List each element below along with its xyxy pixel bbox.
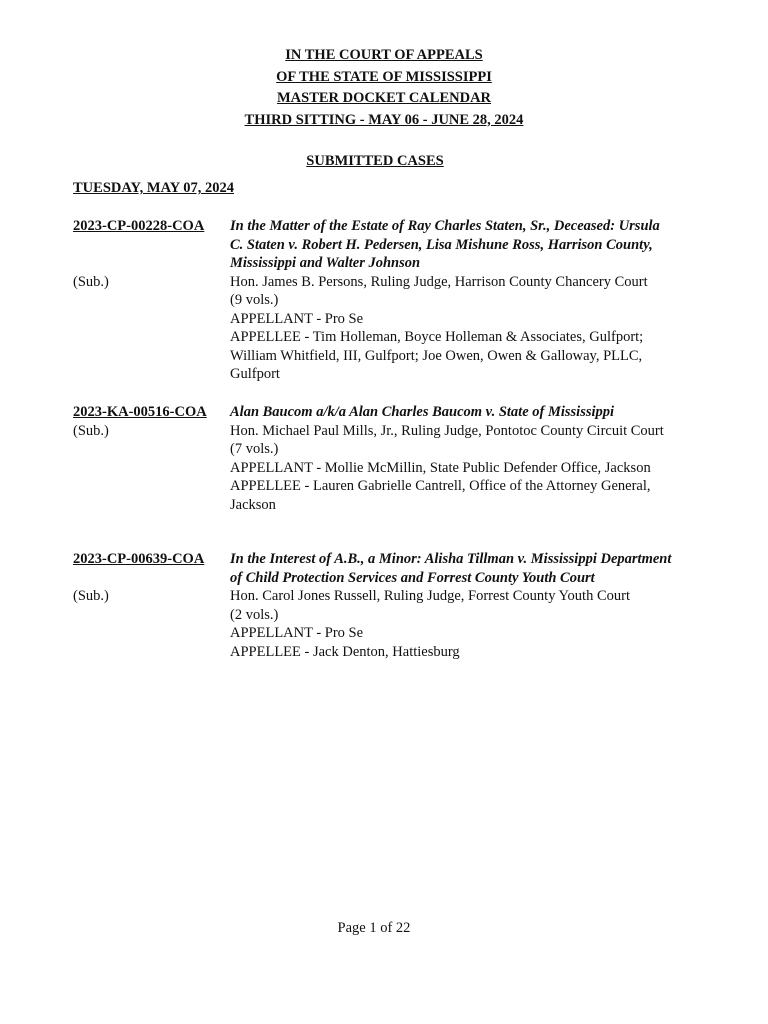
date-heading: TUESDAY, MAY 07, 2024 bbox=[73, 180, 235, 196]
volume-count: (9 vols.) bbox=[230, 292, 279, 308]
calendar-title: MASTER DOCKET CALENDAR bbox=[276, 90, 492, 106]
court-name: IN THE COURT OF APPEALS bbox=[285, 47, 483, 63]
case-title: Alan Baucom a/k/a Alan Charles Baucom v. State of Mississippi bbox=[230, 404, 615, 420]
case-number: 2023-CP-00228-COA bbox=[73, 218, 205, 234]
ruling-judge: Hon. Carol Jones Russell, Ruling Judge, Forrest County Youth Court bbox=[230, 588, 630, 604]
volume-count: (7 vols.) bbox=[230, 441, 279, 457]
state-name: OF THE STATE OF MISSISSIPPI bbox=[276, 68, 492, 85]
appellee: APPELLEE - Lauren Gabrielle Cantrell, Office of the Attorney General, Jackson bbox=[230, 478, 651, 513]
page-number: Page 1 of 22 bbox=[337, 920, 411, 936]
case-entry bbox=[73, 217, 673, 384]
appellee: APPELLEE - Jack Denton, Hattiesburg bbox=[230, 643, 460, 660]
case-title: In the Matter of the Estate of Ray Charles Staten, Sr., Deceased: Ursula C. Staten v. Robert H. Pedersen, Lisa Mishune Ross, Harrison County, Mississippi and Walter Johnson bbox=[230, 218, 660, 271]
appellant: APPELLANT - Pro Se bbox=[230, 310, 364, 327]
appellant: APPELLANT - Pro Se bbox=[230, 625, 364, 641]
case-number: 2023-KA-00516-COA bbox=[73, 404, 207, 420]
case-status: (Sub.) bbox=[73, 588, 109, 604]
ruling-judge: Hon. Michael Paul Mills, Jr., Ruling Judge, Pontotoc County Circuit Court bbox=[230, 422, 664, 439]
case-title: In the Interest of A.B., a Minor: Alisha Tillman v. Mississippi Department of Child Protection Services and Forrest County Youth Court bbox=[230, 551, 672, 586]
sitting-dates: THIRD SITTING - MAY 06 - JUNE 28, 2024 bbox=[244, 111, 524, 128]
ruling-judge: Hon. James B. Persons, Ruling Judge, Harrison County Chancery Court bbox=[230, 273, 648, 290]
case-status: (Sub.) bbox=[73, 273, 109, 290]
document-header bbox=[0, 45, 768, 131]
appellant: APPELLANT - Mollie McMillin, State Public Defender Office, Jackson bbox=[230, 459, 651, 476]
volume-count: (2 vols.) bbox=[230, 606, 279, 623]
case-entry bbox=[73, 550, 673, 661]
case-status: (Sub.) bbox=[73, 422, 109, 439]
case-number: 2023-CP-00639-COA bbox=[73, 551, 205, 567]
appellee: APPELLEE - Tim Holleman, Boyce Holleman & Associates, Gulfport; William Whitfield, III, Gulfport; Joe Owen, Owen & Galloway, PLLC, Gulfport bbox=[230, 329, 644, 382]
section-title: SUBMITTED CASES bbox=[306, 153, 444, 169]
case-entry bbox=[73, 403, 673, 514]
